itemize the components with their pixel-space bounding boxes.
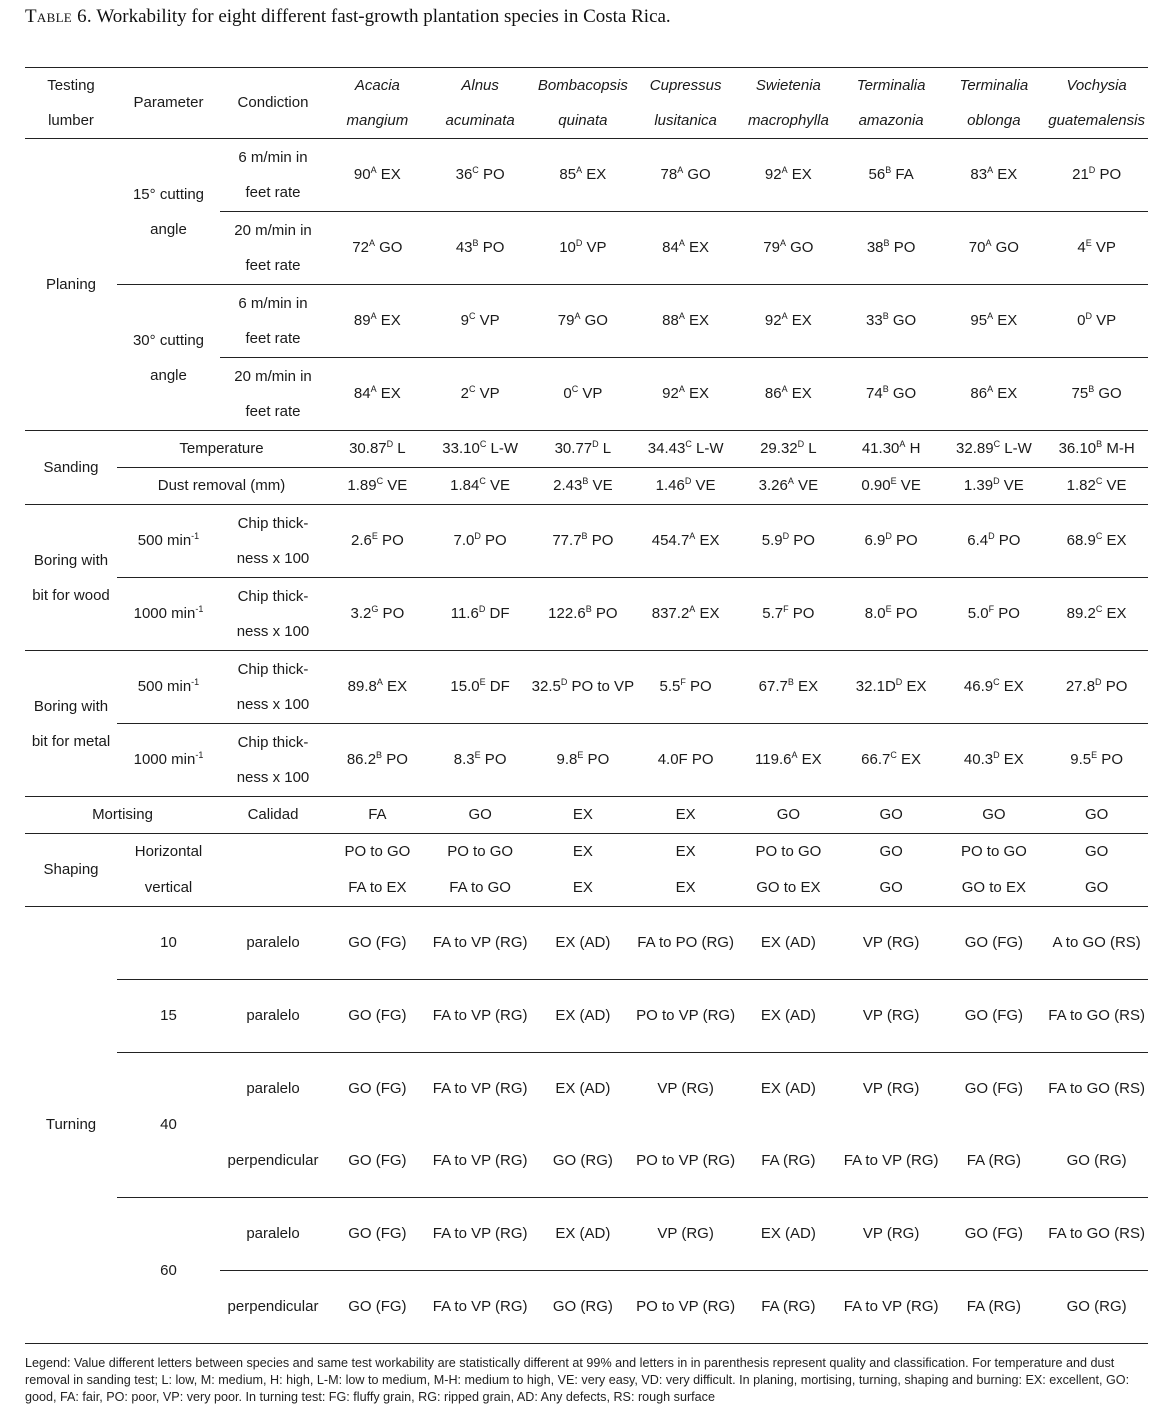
- value-cell: GO: [1045, 870, 1148, 907]
- table-row: [25, 1053, 1148, 1126]
- value-cell: $30.87^D$ L: [326, 431, 429, 468]
- cond-paralelo: paralelo: [246, 1080, 300, 1097]
- param-horizontal: Horizontal: [134, 843, 203, 860]
- value-cell: $67.7^B$ EX: [737, 651, 840, 724]
- value-cell: $11.6^D$ DF: [429, 578, 532, 651]
- value-cell: PO to VP (RG): [634, 1125, 737, 1198]
- value-cell: $68.9^C$ EX: [1045, 505, 1148, 578]
- table-label: Table 6.: [25, 6, 92, 27]
- value-cell: $9^C$ VP: [429, 285, 532, 358]
- value-cell: EX: [532, 797, 635, 834]
- table-row: [25, 468, 1148, 505]
- value-cell: PO to VP (RG): [634, 1271, 737, 1344]
- value-cell: GO (FG): [326, 907, 429, 980]
- value-cell: $74^B$ GO: [840, 358, 943, 431]
- param-dust-removal: Dust removal (mm): [117, 468, 326, 505]
- value-cell: GO (RG): [532, 1125, 635, 1198]
- value-cell: $89.8^A$ EX: [326, 651, 429, 724]
- cond-20m: 20 m/min in feet rate: [220, 358, 326, 431]
- value-cell: $75^B$ GO: [1045, 358, 1148, 431]
- param-1000-rpm: 1000 $\min^{-1}$: [117, 578, 220, 651]
- table-row: [25, 139, 1148, 212]
- cond-6m: 6 m/min in feet rate: [220, 285, 326, 358]
- value-cell: $21^D$ PO: [1045, 139, 1148, 212]
- header-species: Alnus acuminata: [429, 68, 532, 139]
- table-row: [25, 578, 1148, 651]
- value-cell: $36.10^B$ M-H: [1045, 431, 1148, 468]
- value-cell: 4.0F PO: [634, 724, 737, 797]
- value-cell: A to GO (RS): [1045, 907, 1148, 980]
- value-cell: FA to PO (RG): [634, 907, 737, 980]
- value-cell: $5.5^F$ PO: [634, 651, 737, 724]
- value-cell: $1.84^C$ VE: [429, 468, 532, 505]
- value-cell: VP (RG): [657, 1080, 714, 1097]
- value-cell: $43^B$ PO: [429, 212, 532, 285]
- value-cell: $32.89^C$ L-W: [943, 431, 1046, 468]
- value-cell: GO: [840, 797, 943, 834]
- value-cell: GO (FG): [943, 907, 1046, 980]
- param-1000-rpm: 1000 $\min^{-1}$: [117, 724, 220, 797]
- value-cell: GO: [1084, 843, 1109, 860]
- value-cell: GO (FG): [943, 1198, 1046, 1271]
- value-cell: PO to VP (RG): [634, 980, 737, 1053]
- value-cell: GO: [737, 797, 840, 834]
- value-cell: EX (AD): [532, 1198, 635, 1271]
- value-cell: FA to VP (RG): [840, 1125, 943, 1198]
- value-cell: $837.2^A$ EX: [634, 578, 737, 651]
- value-cell: $32.1D^D$ EX: [840, 651, 943, 724]
- cond-chip-thickness: Chip thick- ness x 100: [220, 724, 326, 797]
- value-cell: $10^D$ VP: [532, 212, 635, 285]
- table-row: [25, 797, 1148, 834]
- test-sanding: Sanding: [25, 431, 117, 505]
- value-cell: FA to EX: [326, 870, 429, 907]
- header-species: Terminalia amazonia: [840, 68, 943, 139]
- value-cell: VP (RG): [840, 1198, 943, 1271]
- value-cell: $29.32^D$ L: [737, 431, 840, 468]
- value-cell: $6.4^D$ PO: [943, 505, 1046, 578]
- value-cell: EX (AD): [737, 980, 840, 1053]
- param-15-angle: 15° cutting angle: [117, 139, 220, 285]
- header-species: Swietenia macrophylla: [737, 68, 840, 139]
- value-cell: PO to GO: [960, 843, 1027, 860]
- value-cell: PO to GO: [447, 843, 514, 860]
- value-cell: $90^A$ EX: [326, 139, 429, 212]
- param-30-angle: 30° cutting angle: [117, 285, 220, 431]
- value-cell: EX: [634, 870, 737, 907]
- value-cell: $0^C$ VP: [532, 358, 635, 431]
- value-cell: $92^A$ EX: [737, 139, 840, 212]
- value-cell: GO: [1045, 797, 1148, 834]
- value-cell: $6.9^D$ PO: [840, 505, 943, 578]
- table-row: [25, 980, 1148, 1053]
- cond-chip-thickness: Chip thick- ness x 100: [220, 651, 326, 724]
- value-cell: $9.8^E$ PO: [532, 724, 635, 797]
- value-cell: EX (AD): [760, 1080, 816, 1097]
- value-cell: FA to GO (RS): [1045, 1198, 1148, 1271]
- value-cell: VP (RG): [634, 1198, 737, 1271]
- value-cell: VP (RG): [840, 980, 943, 1053]
- value-cell: $7.0^D$ PO: [429, 505, 532, 578]
- value-cell: GO (FG): [943, 980, 1046, 1053]
- table-legend: Legend: Value different letters between species and same test workability are statistically different at 99% and letters in in parenthesis represent quality and classification. For temperature and dust removal in sanding test; L: low, M: medium, H: high, L-M: low to medium, M-H: medium to high, VE: very easy, VD: very difficult. In planing, mortising, turning, shaping and burning: EX: excellent, GO: good, FA: fair, PO: poor, VP: very poor. In turning test: FG: fluffy grain, RG: ripped grain, AD: Any defects, RS: rough surface: [25, 1356, 1130, 1404]
- value-cell: GO: [943, 797, 1046, 834]
- table-row: [25, 1198, 1148, 1271]
- header-row: [25, 68, 1148, 139]
- cond-perpendicular: perpendicular: [220, 1125, 326, 1198]
- value-cell: GO (RG): [532, 1271, 635, 1344]
- value-cell: $33.10^C$ L-W: [429, 431, 532, 468]
- value-cell: FA to GO: [429, 870, 532, 907]
- value-cell: GO to EX: [943, 870, 1046, 907]
- param-40: 40: [117, 1053, 220, 1198]
- table-title: Workability for eight different fast-growth plantation species in Costa Rica.: [96, 6, 671, 27]
- test-shaping: Shaping: [25, 834, 117, 907]
- test-turning: Turning: [25, 907, 117, 1344]
- table-row: [25, 834, 1148, 871]
- header-species: Terminalia oblonga: [943, 68, 1046, 139]
- value-cell: $86^A$ EX: [943, 358, 1046, 431]
- value-cell: $89.2^C$ EX: [1045, 578, 1148, 651]
- value-cell: $84^A$ EX: [326, 358, 429, 431]
- test-boring-metal: Boring with bit for metal: [25, 651, 117, 797]
- value-cell: EX (AD): [737, 1198, 840, 1271]
- value-cell: FA (RG): [737, 1271, 840, 1344]
- value-cell: $3.26^A$ VE: [737, 468, 840, 505]
- workability-table: [25, 67, 1148, 1344]
- value-cell: GO: [429, 797, 532, 834]
- value-cell: GO to EX: [737, 870, 840, 907]
- value-cell: $1.39^D$ VE: [943, 468, 1046, 505]
- value-cell: FA to GO (RS): [1048, 1080, 1145, 1097]
- cond-20m: 20 m/min in feet rate: [220, 212, 326, 285]
- value-cell: FA to VP (RG): [429, 980, 532, 1053]
- cond-paralelo: paralelo: [220, 907, 326, 980]
- value-cell: $454.7^A$ EX: [634, 505, 737, 578]
- cond-empty: [220, 834, 326, 871]
- value-cell: FA to VP (RG): [429, 1271, 532, 1344]
- header-condition: Condiction: [220, 68, 326, 139]
- value-cell: $2^C$ VP: [429, 358, 532, 431]
- test-planing: Planing: [25, 139, 117, 431]
- value-cell: $66.7^C$ EX: [840, 724, 943, 797]
- value-cell: $1.46^D$ VE: [634, 468, 737, 505]
- test-boring-wood: Boring with bit for wood: [25, 505, 117, 651]
- value-cell: PO to GO: [344, 843, 411, 860]
- value-cell: $88^A$ EX: [634, 285, 737, 358]
- value-cell: GO (FG): [326, 980, 429, 1053]
- header-parameter: Parameter: [117, 68, 220, 139]
- value-cell: $89^A$ EX: [326, 285, 429, 358]
- cond-calidad: Calidad: [220, 797, 326, 834]
- value-cell: $41.30^A$ H: [840, 431, 943, 468]
- table-row: [25, 431, 1148, 468]
- value-cell: $32.5^D$ PO to VP: [532, 651, 635, 724]
- value-cell: $77.7^B$ PO: [532, 505, 635, 578]
- cond-paralelo: paralelo: [220, 1198, 326, 1271]
- value-cell: FA (RG): [943, 1125, 1046, 1198]
- value-cell: $15.0^E$ DF: [429, 651, 532, 724]
- value-cell: $84^A$ EX: [634, 212, 737, 285]
- value-cell: EX (AD): [532, 980, 635, 1053]
- table-row: [25, 724, 1148, 797]
- table-row: [25, 505, 1148, 578]
- cond-empty: [220, 870, 326, 907]
- value-cell: $86.2^B$ PO: [326, 724, 429, 797]
- value-cell: EX: [572, 843, 593, 860]
- value-cell: FA to VP (RG): [429, 907, 532, 980]
- value-cell: $122.6^B$ PO: [532, 578, 635, 651]
- value-cell: FA to VP (RG): [429, 1198, 532, 1271]
- value-cell: $86^A$ EX: [737, 358, 840, 431]
- value-cell: GO: [879, 843, 903, 860]
- param-500-rpm: 500 $\min^{-1}$: [117, 651, 220, 724]
- table-caption: [25, 6, 671, 28]
- test-mortising: Mortising: [25, 797, 220, 834]
- value-cell: $72^A$ GO: [326, 212, 429, 285]
- cond-chip-thickness: Chip thick- ness x 100: [220, 578, 326, 651]
- value-cell: $4^E$ VP: [1045, 212, 1148, 285]
- value-cell: VP (RG): [862, 1080, 920, 1097]
- value-cell: $95^A$ EX: [943, 285, 1046, 358]
- header-testing-lumber: Testing lumber: [25, 68, 117, 139]
- param-vertical: vertical: [117, 870, 220, 907]
- value-cell: FA to VP (RG): [432, 1080, 528, 1097]
- value-cell: $1.82^C$ VE: [1045, 468, 1148, 505]
- value-cell: $83^A$ EX: [943, 139, 1046, 212]
- value-cell: $1.89^C$ VE: [326, 468, 429, 505]
- value-cell: EX (AD): [555, 1080, 611, 1097]
- value-cell: $0^D$ VP: [1045, 285, 1148, 358]
- value-cell: GO (FG): [326, 1125, 429, 1198]
- value-cell: $30.77^D$ L: [532, 431, 635, 468]
- value-cell: EX (AD): [532, 907, 635, 980]
- value-cell: VP (RG): [840, 907, 943, 980]
- value-cell: EX (AD): [737, 907, 840, 980]
- value-cell: EX: [634, 797, 737, 834]
- header-species: Bombacopsis quinata: [532, 68, 635, 139]
- value-cell: FA to GO (RS): [1045, 980, 1148, 1053]
- value-cell: $27.8^D$ PO: [1045, 651, 1148, 724]
- value-cell: $8.0^E$ PO: [840, 578, 943, 651]
- value-cell: $85^A$ EX: [532, 139, 635, 212]
- header-species: Vochysia guatemalensis: [1045, 68, 1148, 139]
- value-cell: FA to VP (RG): [429, 1125, 532, 1198]
- value-cell: FA (RG): [737, 1125, 840, 1198]
- value-cell: $5.7^F$ PO: [737, 578, 840, 651]
- value-cell: $3.2^G$ PO: [326, 578, 429, 651]
- value-cell: $92^A$ EX: [737, 285, 840, 358]
- value-cell: EX: [532, 870, 635, 907]
- value-cell: $36^C$ PO: [429, 139, 532, 212]
- value-cell: $2.43^B$ VE: [532, 468, 635, 505]
- value-cell: $8.3^E$ PO: [429, 724, 532, 797]
- param-temperature: Temperature: [117, 431, 326, 468]
- value-cell: GO (FG): [348, 1080, 407, 1097]
- table-row: [25, 285, 1148, 358]
- table-row: [25, 870, 1148, 907]
- value-cell: $79^A$ GO: [532, 285, 635, 358]
- value-cell: $79^A$ GO: [737, 212, 840, 285]
- table-row: [25, 651, 1148, 724]
- value-cell: $9.5^E$ PO: [1045, 724, 1148, 797]
- value-cell: $92^A$ EX: [634, 358, 737, 431]
- value-cell: GO (FG): [964, 1080, 1024, 1097]
- value-cell: $46.9^C$ EX: [943, 651, 1046, 724]
- table-row: [25, 907, 1148, 980]
- value-cell: GO (RG): [1045, 1125, 1148, 1198]
- cond-perpendicular: perpendicular: [220, 1271, 326, 1344]
- value-cell: $2.6^E$ PO: [326, 505, 429, 578]
- value-cell: $40.3^D$ EX: [943, 724, 1046, 797]
- cond-6m: 6 m/min in feet rate: [220, 139, 326, 212]
- value-cell: GO (FG): [326, 1271, 429, 1344]
- param-10: 10: [117, 907, 220, 980]
- header-species: Acacia mangium: [326, 68, 429, 139]
- value-cell: PO to GO: [755, 843, 822, 860]
- header-species: Cupressus lusitanica: [634, 68, 737, 139]
- value-cell: $5.9^D$ PO: [737, 505, 840, 578]
- value-cell: FA: [326, 797, 429, 834]
- value-cell: $33^B$ GO: [840, 285, 943, 358]
- value-cell: $34.43^C$ L-W: [634, 431, 737, 468]
- param-15: 15: [117, 980, 220, 1053]
- value-cell: $78^A$ GO: [634, 139, 737, 212]
- cond-paralelo: paralelo: [220, 980, 326, 1053]
- value-cell: $70^A$ GO: [943, 212, 1046, 285]
- cond-chip-thickness: Chip thick- ness x 100: [220, 505, 326, 578]
- value-cell: $119.6^A$ EX: [737, 724, 840, 797]
- value-cell: $38^B$ PO: [840, 212, 943, 285]
- value-cell: GO (RG): [1045, 1271, 1148, 1344]
- value-cell: $5.0^F$ PO: [943, 578, 1046, 651]
- param-60: 60: [117, 1198, 220, 1344]
- value-cell: FA (RG): [943, 1271, 1046, 1344]
- param-500-rpm: 500 $\min^{-1}$: [117, 505, 220, 578]
- value-cell: GO: [840, 870, 943, 907]
- value-cell: EX: [675, 843, 696, 860]
- value-cell: $56^B$ FA: [840, 139, 943, 212]
- value-cell: FA to VP (RG): [840, 1271, 943, 1344]
- value-cell: GO (FG): [326, 1198, 429, 1271]
- value-cell: $0.90^E$ VE: [840, 468, 943, 505]
